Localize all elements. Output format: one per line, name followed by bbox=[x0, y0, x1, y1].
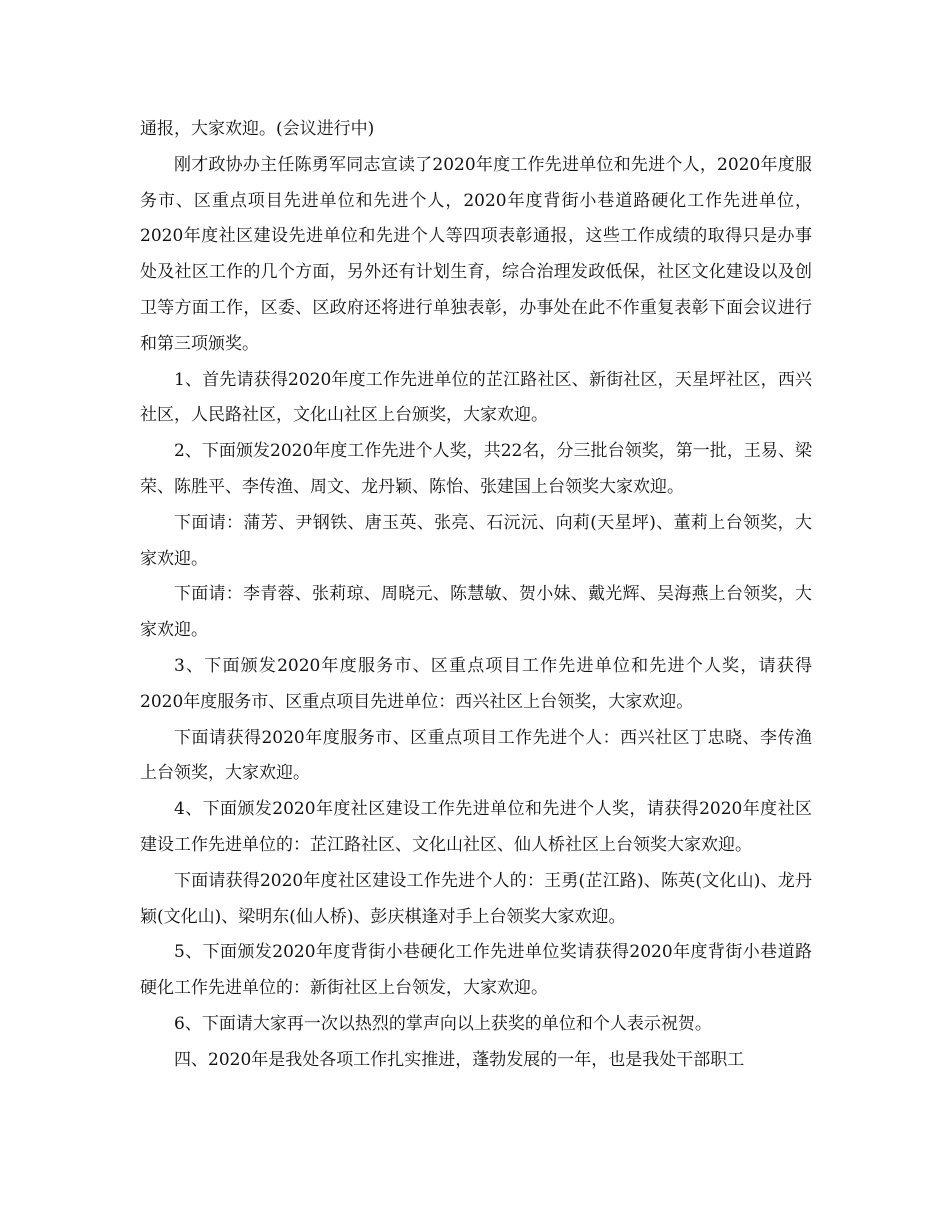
paragraph-1: 通报，大家欢迎。(会议进行中) bbox=[140, 119, 375, 139]
paragraph-6: 下面请：李青蓉、张莉琼、周晓元、陈慧敏、贺小妹、戴光辉、吴海燕上台领奖，大家欢迎。 bbox=[140, 584, 812, 641]
paragraph-8: 下面请获得2020年度服务市、区重点项目工作先进个人：西兴社区丁忠晓、李传渔上台领奖，大家欢迎。 bbox=[140, 727, 812, 784]
paragraph-9: 4、下面颁发2020年度社区建设工作先进单位和先进个人奖，请获得2020年度社区建设工作先进单位的：芷江路社区、文化山社区、仙人桥社区上台领奖大家欢迎。 bbox=[140, 799, 812, 855]
paragraph-2: 刚才政协办主任陈勇军同志宣读了2020年度工作先进单位和先进个人，2020年度服务市、区重点项目先进单位和先进个人，2020年度背街小巷道路硬化工作先进单位，2020年度社区建设先进单位和先进个人等四项表彰通报，这些工作成绩的取得只是办事处及社区工作的几个方面，另外还有计划生育，综合治理发政低保，社区文化建设以及创卫等方面工作，区委、区政府还将进行单独表彰，办事处在此不作重复表彰下面会议进行和第三项颁奖。 bbox=[140, 154, 812, 354]
document-body bbox=[140, 112, 812, 1079]
paragraph-4: 2、下面颁发2020年度工作先进个人奖，共22名，分三批台领奖，第一批，王易、梁荣、陈胜平、李传渔、周文、龙丹颖、陈怡、张建国上台领奖大家欢迎。 bbox=[140, 441, 812, 497]
paragraph-11: 5、下面颁发2020年度背街小巷硬化工作先进单位奖请获得2020年度背街小巷道路硬化工作先进单位的：新街社区上台领发，大家欢迎。 bbox=[140, 942, 812, 999]
paragraph-5: 下面请：蒲芳、尹钢铁、唐玉英、张亮、石沅沅、向莉(天星坪)、董莉上台领奖，大家欢迎。 bbox=[140, 512, 812, 569]
paragraph-3: 1、首先请获得2020年度工作先进单位的芷江路社区、新街社区，天星坪社区，西兴社区，人民路社区，文化山社区上台颁奖，大家欢迎。 bbox=[140, 369, 812, 426]
paragraph-7: 3、下面颁发2020年度服务市、区重点项目工作先进单位和先进个人奖，请获得2020年度服务市、区重点项目先进单位：西兴社区上台领奖，大家欢迎。 bbox=[140, 655, 812, 712]
paragraph-13: 四、2020年是我处各项工作扎实推进，蓬勃发展的一年，也是我处干部职工 bbox=[174, 1049, 745, 1070]
paragraph-12: 6、下面请大家再一次以热烈的掌声向以上获奖的单位和个人表示祝贺。 bbox=[174, 1013, 712, 1034]
paragraph-10: 下面请获得2020年度社区建设工作先进个人的：王勇(芷江路)、陈英(文化山)、龙丹颖(文化山)、梁明东(仙人桥)、彭庆棋逢对手上台领奖大家欢迎。 bbox=[140, 870, 812, 927]
